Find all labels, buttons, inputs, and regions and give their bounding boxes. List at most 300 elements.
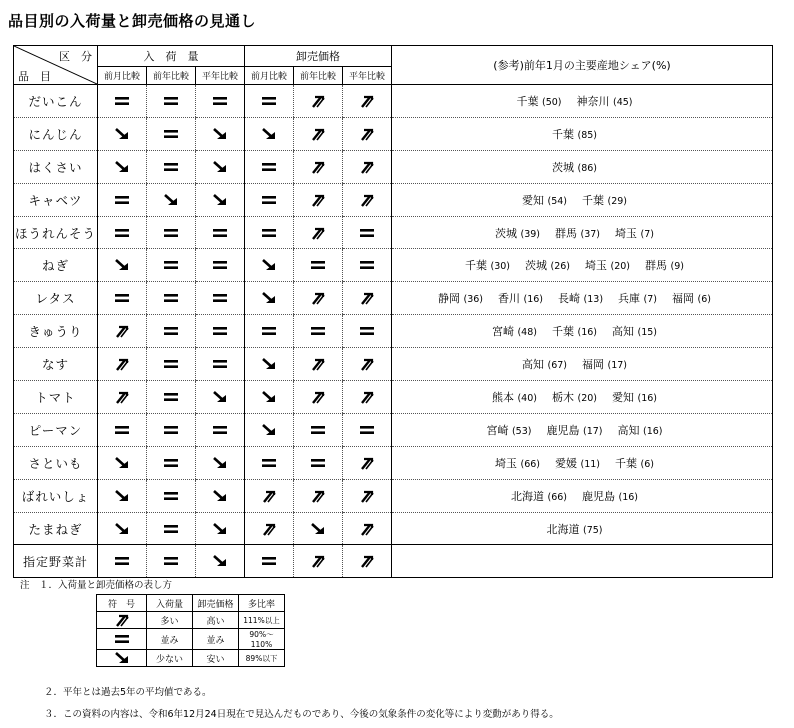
share-percent: (17) — [607, 360, 628, 372]
share-percent: (54) — [547, 195, 567, 207]
kubun-label: 区 分 — [59, 50, 92, 63]
item-name: ばれいしょ — [14, 479, 98, 512]
equal-icon — [260, 554, 278, 568]
trend-cell — [196, 117, 245, 150]
equal-icon — [162, 423, 180, 437]
equal-icon — [211, 324, 229, 338]
trend-cell — [196, 249, 245, 282]
up-arrow-icon — [309, 127, 327, 141]
sub-header: 平年比較 — [196, 67, 245, 85]
prefecture: 千葉 — [464, 259, 487, 273]
share-percent: (48) — [517, 327, 537, 339]
prefecture: 群馬 — [645, 259, 668, 273]
note-3: ３．この資料の内容は、令和6年12月24日現在で見込んだものであり、今後の気象条件の変化等により変動があり得る。 — [44, 709, 559, 720]
share-item — [522, 192, 567, 208]
share-percent: (16) — [523, 294, 544, 306]
equal-icon — [211, 291, 229, 305]
equal-icon — [162, 489, 180, 503]
item-name: なす — [14, 348, 98, 381]
up-arrow-icon — [358, 291, 376, 305]
share-item — [615, 455, 654, 471]
item-name: 指定野菜計 — [14, 545, 98, 578]
trend-cell — [147, 479, 196, 512]
down-arrow-icon — [260, 258, 278, 272]
trend-cell — [196, 413, 245, 446]
trend-cell — [196, 183, 245, 216]
item-name: たまねぎ — [14, 512, 98, 545]
prefecture: 埼玉 — [585, 259, 608, 273]
trend-cell — [196, 150, 245, 183]
prefecture: 茨城 — [551, 160, 574, 174]
trend-cell — [98, 545, 147, 578]
equal-icon — [309, 456, 327, 470]
item-name: トマト — [14, 381, 98, 414]
equal-icon — [162, 390, 180, 404]
trend-cell — [98, 315, 147, 348]
up-arrow-icon — [309, 193, 327, 207]
share-percent: (11) — [580, 458, 601, 470]
prefecture: 群馬 — [555, 226, 578, 240]
table-row — [14, 479, 773, 512]
prefecture: 鹿児島 — [582, 489, 615, 503]
down-arrow-icon — [211, 554, 229, 568]
legend-cell: 少ない — [147, 650, 193, 667]
equal-icon — [309, 423, 327, 437]
trend-cell — [245, 315, 294, 348]
trend-cell — [147, 85, 196, 118]
legend-symbol — [97, 612, 147, 629]
down-arrow-icon — [113, 258, 131, 272]
item-name: にんじん — [14, 117, 98, 150]
down-arrow-icon — [260, 291, 278, 305]
item-name: だいこん — [14, 85, 98, 118]
oroshi-header: 卸売価格 — [245, 46, 392, 67]
table-row — [14, 381, 773, 414]
equal-icon — [162, 357, 180, 371]
equal-icon — [260, 193, 278, 207]
prefecture: 埼玉 — [615, 226, 638, 240]
share-item — [522, 356, 567, 372]
share-percent: (7) — [643, 294, 658, 306]
table-row — [14, 249, 773, 282]
down-arrow-icon — [211, 127, 229, 141]
share-cell — [392, 282, 773, 315]
equal-icon — [162, 291, 180, 305]
up-arrow-icon — [358, 357, 376, 371]
up-arrow-icon — [358, 94, 376, 108]
table-row — [14, 85, 773, 118]
prefecture: 福岡 — [672, 292, 695, 306]
trend-cell — [343, 381, 392, 414]
item-name: ほうれんそう — [14, 216, 98, 249]
prefecture: 高知 — [617, 423, 640, 437]
down-arrow-icon — [113, 456, 131, 470]
equal-icon — [113, 94, 131, 108]
trend-cell — [343, 282, 392, 315]
prefecture: 香川 — [498, 292, 521, 306]
trend-cell — [245, 413, 294, 446]
item-name: はくさい — [14, 150, 98, 183]
up-arrow-icon — [358, 390, 376, 404]
sub-header: 平年比較 — [343, 67, 392, 85]
up-arrow-icon — [309, 291, 327, 305]
legend-row — [97, 612, 285, 629]
share-item — [618, 290, 657, 306]
share-item — [672, 290, 711, 306]
prefecture: 茨城 — [495, 226, 517, 240]
trend-cell — [98, 512, 147, 545]
equal-icon — [162, 258, 180, 272]
share-item — [492, 323, 537, 339]
item-name: ピーマン — [14, 413, 98, 446]
prefecture: 栃木 — [551, 390, 574, 404]
down-arrow-icon — [211, 193, 229, 207]
share-item — [612, 389, 657, 405]
equal-icon — [162, 94, 180, 108]
prefecture: 千葉 — [551, 127, 574, 141]
trend-cell — [245, 216, 294, 249]
trend-cell — [294, 413, 343, 446]
table-row — [14, 150, 773, 183]
equal-icon — [260, 94, 278, 108]
trend-cell — [294, 381, 343, 414]
down-arrow-icon — [162, 193, 180, 207]
prefecture: 兵庫 — [618, 292, 641, 306]
item-name: きゅうり — [14, 315, 98, 348]
prefecture: 静岡 — [438, 292, 460, 306]
down-arrow-icon — [113, 489, 131, 503]
outlook-table — [13, 45, 773, 578]
trend-cell — [343, 315, 392, 348]
share-item — [582, 192, 627, 208]
down-arrow-icon — [113, 522, 131, 536]
equal-icon — [309, 324, 327, 338]
trend-cell — [343, 150, 392, 183]
sub-header: 前年比較 — [294, 67, 343, 85]
trend-cell — [147, 446, 196, 479]
equal-icon — [113, 291, 131, 305]
share-cell — [392, 216, 773, 249]
share-percent: (50) — [541, 96, 562, 108]
page-title: 品目別の入荷量と卸売価格の見通し — [8, 12, 257, 30]
equal-icon — [113, 423, 131, 437]
equal-icon — [162, 226, 180, 240]
equal-icon — [309, 258, 327, 272]
share-item — [511, 488, 567, 504]
trend-cell — [245, 282, 294, 315]
legend-header: 多比率 — [239, 595, 285, 612]
share-percent: (20) — [577, 392, 597, 404]
down-arrow-icon — [260, 423, 278, 437]
legend-cell: 多い — [147, 612, 193, 629]
share-percent: (20) — [610, 261, 631, 273]
trend-cell — [98, 479, 147, 512]
legend-cell: 並み — [147, 629, 193, 650]
share-item — [525, 257, 570, 273]
legend-row — [97, 629, 285, 650]
up-arrow-icon — [309, 94, 327, 108]
prefecture: 宮崎 — [491, 325, 514, 339]
prefecture: 北海道 — [510, 489, 544, 503]
legend-row — [97, 650, 285, 667]
down-arrow-icon — [260, 390, 278, 404]
trend-cell — [196, 282, 245, 315]
trend-cell — [147, 117, 196, 150]
share-item — [618, 422, 663, 438]
share-item — [552, 389, 597, 405]
share-percent: (16) — [637, 392, 658, 404]
sub-header: 前年比較 — [147, 67, 196, 85]
trend-cell — [98, 348, 147, 381]
share-percent: (66) — [520, 458, 541, 470]
trend-cell — [343, 117, 392, 150]
trend-cell — [294, 315, 343, 348]
up-arrow-icon — [260, 489, 278, 503]
trend-cell — [343, 249, 392, 282]
share-cell — [392, 85, 773, 118]
prefecture: 千葉 — [582, 193, 604, 207]
share-percent: (75) — [582, 524, 603, 536]
trend-cell — [196, 348, 245, 381]
share-percent: (86) — [577, 162, 597, 174]
up-arrow-icon — [358, 160, 376, 174]
up-arrow-icon — [309, 390, 327, 404]
share-item — [582, 488, 638, 504]
equal-icon — [211, 258, 229, 272]
share-item — [585, 257, 630, 273]
legend-symbol — [97, 650, 147, 667]
trend-cell — [294, 446, 343, 479]
legend-cell: 並み — [193, 629, 239, 650]
trend-cell — [98, 381, 147, 414]
equal-icon — [162, 522, 180, 536]
trend-cell — [294, 249, 343, 282]
down-arrow-icon — [211, 160, 229, 174]
share-item — [582, 356, 627, 372]
equal-icon — [358, 258, 376, 272]
trend-cell — [196, 381, 245, 414]
trend-cell — [147, 282, 196, 315]
share-cell — [392, 479, 773, 512]
trend-cell — [245, 85, 294, 118]
trend-cell — [147, 249, 196, 282]
trend-cell — [147, 545, 196, 578]
legend-header: 符 号 — [97, 595, 147, 612]
share-item — [486, 422, 531, 438]
equal-icon — [211, 94, 229, 108]
equal-icon — [113, 632, 131, 646]
up-arrow-icon — [309, 554, 327, 568]
prefecture: 千葉 — [551, 325, 574, 339]
equal-icon — [162, 554, 180, 568]
trend-cell — [98, 413, 147, 446]
share-item — [612, 323, 657, 339]
down-arrow-icon — [211, 390, 229, 404]
share-cell — [392, 348, 773, 381]
trend-cell — [294, 479, 343, 512]
trend-cell — [294, 150, 343, 183]
equal-icon — [260, 160, 278, 174]
share-percent: (40) — [517, 392, 537, 404]
trend-cell — [98, 249, 147, 282]
share-item — [492, 389, 537, 405]
trend-cell — [196, 479, 245, 512]
up-arrow-icon — [358, 489, 376, 503]
trend-cell — [98, 85, 147, 118]
trend-cell — [245, 183, 294, 216]
share-percent: (7) — [640, 228, 654, 240]
equal-icon — [260, 456, 278, 470]
up-arrow-icon — [309, 160, 327, 174]
down-arrow-icon — [309, 522, 327, 536]
trend-cell — [294, 512, 343, 545]
share-percent: (17) — [582, 425, 603, 437]
legend-cell: 90%～110% — [239, 629, 285, 650]
table-row — [14, 183, 773, 216]
prefecture: 愛知 — [521, 193, 544, 207]
down-arrow-icon — [260, 357, 278, 371]
legend-cell: 111%以上 — [239, 612, 285, 629]
share-percent: (45) — [613, 96, 633, 108]
down-arrow-icon — [260, 127, 278, 141]
trend-cell — [147, 512, 196, 545]
table-row — [14, 117, 773, 150]
trend-cell — [147, 381, 196, 414]
trend-cell — [196, 512, 245, 545]
equal-icon — [260, 226, 278, 240]
share-item — [645, 257, 684, 273]
down-arrow-icon — [113, 160, 131, 174]
share-cell — [392, 249, 773, 282]
share-item — [615, 225, 654, 241]
trend-cell — [196, 216, 245, 249]
down-arrow-icon — [211, 489, 229, 503]
legend-symbol — [97, 629, 147, 650]
trend-cell — [294, 545, 343, 578]
share-percent: (67) — [547, 360, 567, 372]
share-cell — [392, 545, 773, 578]
table-row — [14, 413, 773, 446]
prefecture: 茨城 — [525, 259, 547, 273]
trend-cell — [245, 117, 294, 150]
down-arrow-icon — [211, 522, 229, 536]
share-percent: (16) — [577, 327, 597, 339]
share-item — [552, 159, 597, 175]
share-percent: (16) — [618, 491, 639, 503]
table-row — [14, 315, 773, 348]
equal-icon — [211, 357, 229, 371]
share-percent: (13) — [583, 294, 604, 306]
share-cell — [392, 117, 773, 150]
share-percent: (9) — [670, 261, 684, 273]
prefecture: 愛知 — [612, 390, 634, 404]
trend-cell — [147, 413, 196, 446]
down-arrow-icon — [113, 651, 131, 665]
equal-icon — [162, 324, 180, 338]
share-percent: (6) — [697, 294, 711, 306]
up-arrow-icon — [309, 489, 327, 503]
table-row — [14, 545, 773, 578]
trend-cell — [245, 512, 294, 545]
share-cell — [392, 381, 773, 414]
equal-icon — [260, 324, 278, 338]
legend-header: 卸売価格 — [193, 595, 239, 612]
share-percent: (37) — [580, 228, 601, 240]
prefecture: 神奈川 — [576, 94, 610, 108]
prefecture: 埼玉 — [495, 456, 517, 470]
trend-cell — [245, 545, 294, 578]
up-arrow-icon — [260, 522, 278, 536]
up-arrow-icon — [113, 357, 131, 371]
share-item — [516, 93, 561, 109]
prefecture: 千葉 — [516, 94, 539, 108]
share-percent: (66) — [547, 491, 567, 503]
trend-cell — [294, 282, 343, 315]
trend-cell — [343, 545, 392, 578]
legend-cell: 高い — [193, 612, 239, 629]
trend-cell — [147, 150, 196, 183]
equal-icon — [113, 193, 131, 207]
share-percent: (53) — [511, 425, 532, 437]
equal-icon — [162, 127, 180, 141]
share-item — [552, 323, 597, 339]
equal-icon — [358, 324, 376, 338]
share-percent: (16) — [643, 425, 663, 437]
trend-cell — [294, 183, 343, 216]
share-item — [555, 455, 600, 471]
trend-cell — [196, 446, 245, 479]
table-row — [14, 348, 773, 381]
share-percent: (29) — [607, 195, 628, 207]
up-arrow-icon — [309, 357, 327, 371]
trend-cell — [294, 348, 343, 381]
hinmoku-label: 品 目 — [18, 70, 51, 83]
table-row — [14, 446, 773, 479]
trend-cell — [245, 249, 294, 282]
trend-cell — [196, 315, 245, 348]
trend-cell — [245, 348, 294, 381]
trend-cell — [98, 282, 147, 315]
share-percent: (36) — [463, 294, 484, 306]
trend-cell — [343, 479, 392, 512]
prefecture: 宮崎 — [486, 423, 509, 437]
prefecture: 高知 — [521, 358, 544, 372]
trend-cell — [343, 183, 392, 216]
equal-icon — [162, 160, 180, 174]
prefecture: 北海道 — [546, 522, 580, 536]
table-row — [14, 512, 773, 545]
item-name: レタス — [14, 282, 98, 315]
trend-cell — [98, 150, 147, 183]
equal-icon — [211, 423, 229, 437]
share-cell — [392, 315, 773, 348]
item-name: さといも — [14, 446, 98, 479]
down-arrow-icon — [211, 456, 229, 470]
share-cell — [392, 183, 773, 216]
share-item — [498, 290, 543, 306]
share-item — [438, 290, 483, 306]
share-item — [577, 93, 633, 109]
up-arrow-icon — [358, 554, 376, 568]
share-percent: (30) — [490, 261, 510, 273]
table-row — [14, 216, 773, 249]
trend-cell — [196, 545, 245, 578]
sub-header: 前月比較 — [98, 67, 147, 85]
trend-cell — [147, 216, 196, 249]
trend-cell — [343, 512, 392, 545]
prefecture: 千葉 — [615, 456, 638, 470]
up-arrow-icon — [309, 226, 327, 240]
